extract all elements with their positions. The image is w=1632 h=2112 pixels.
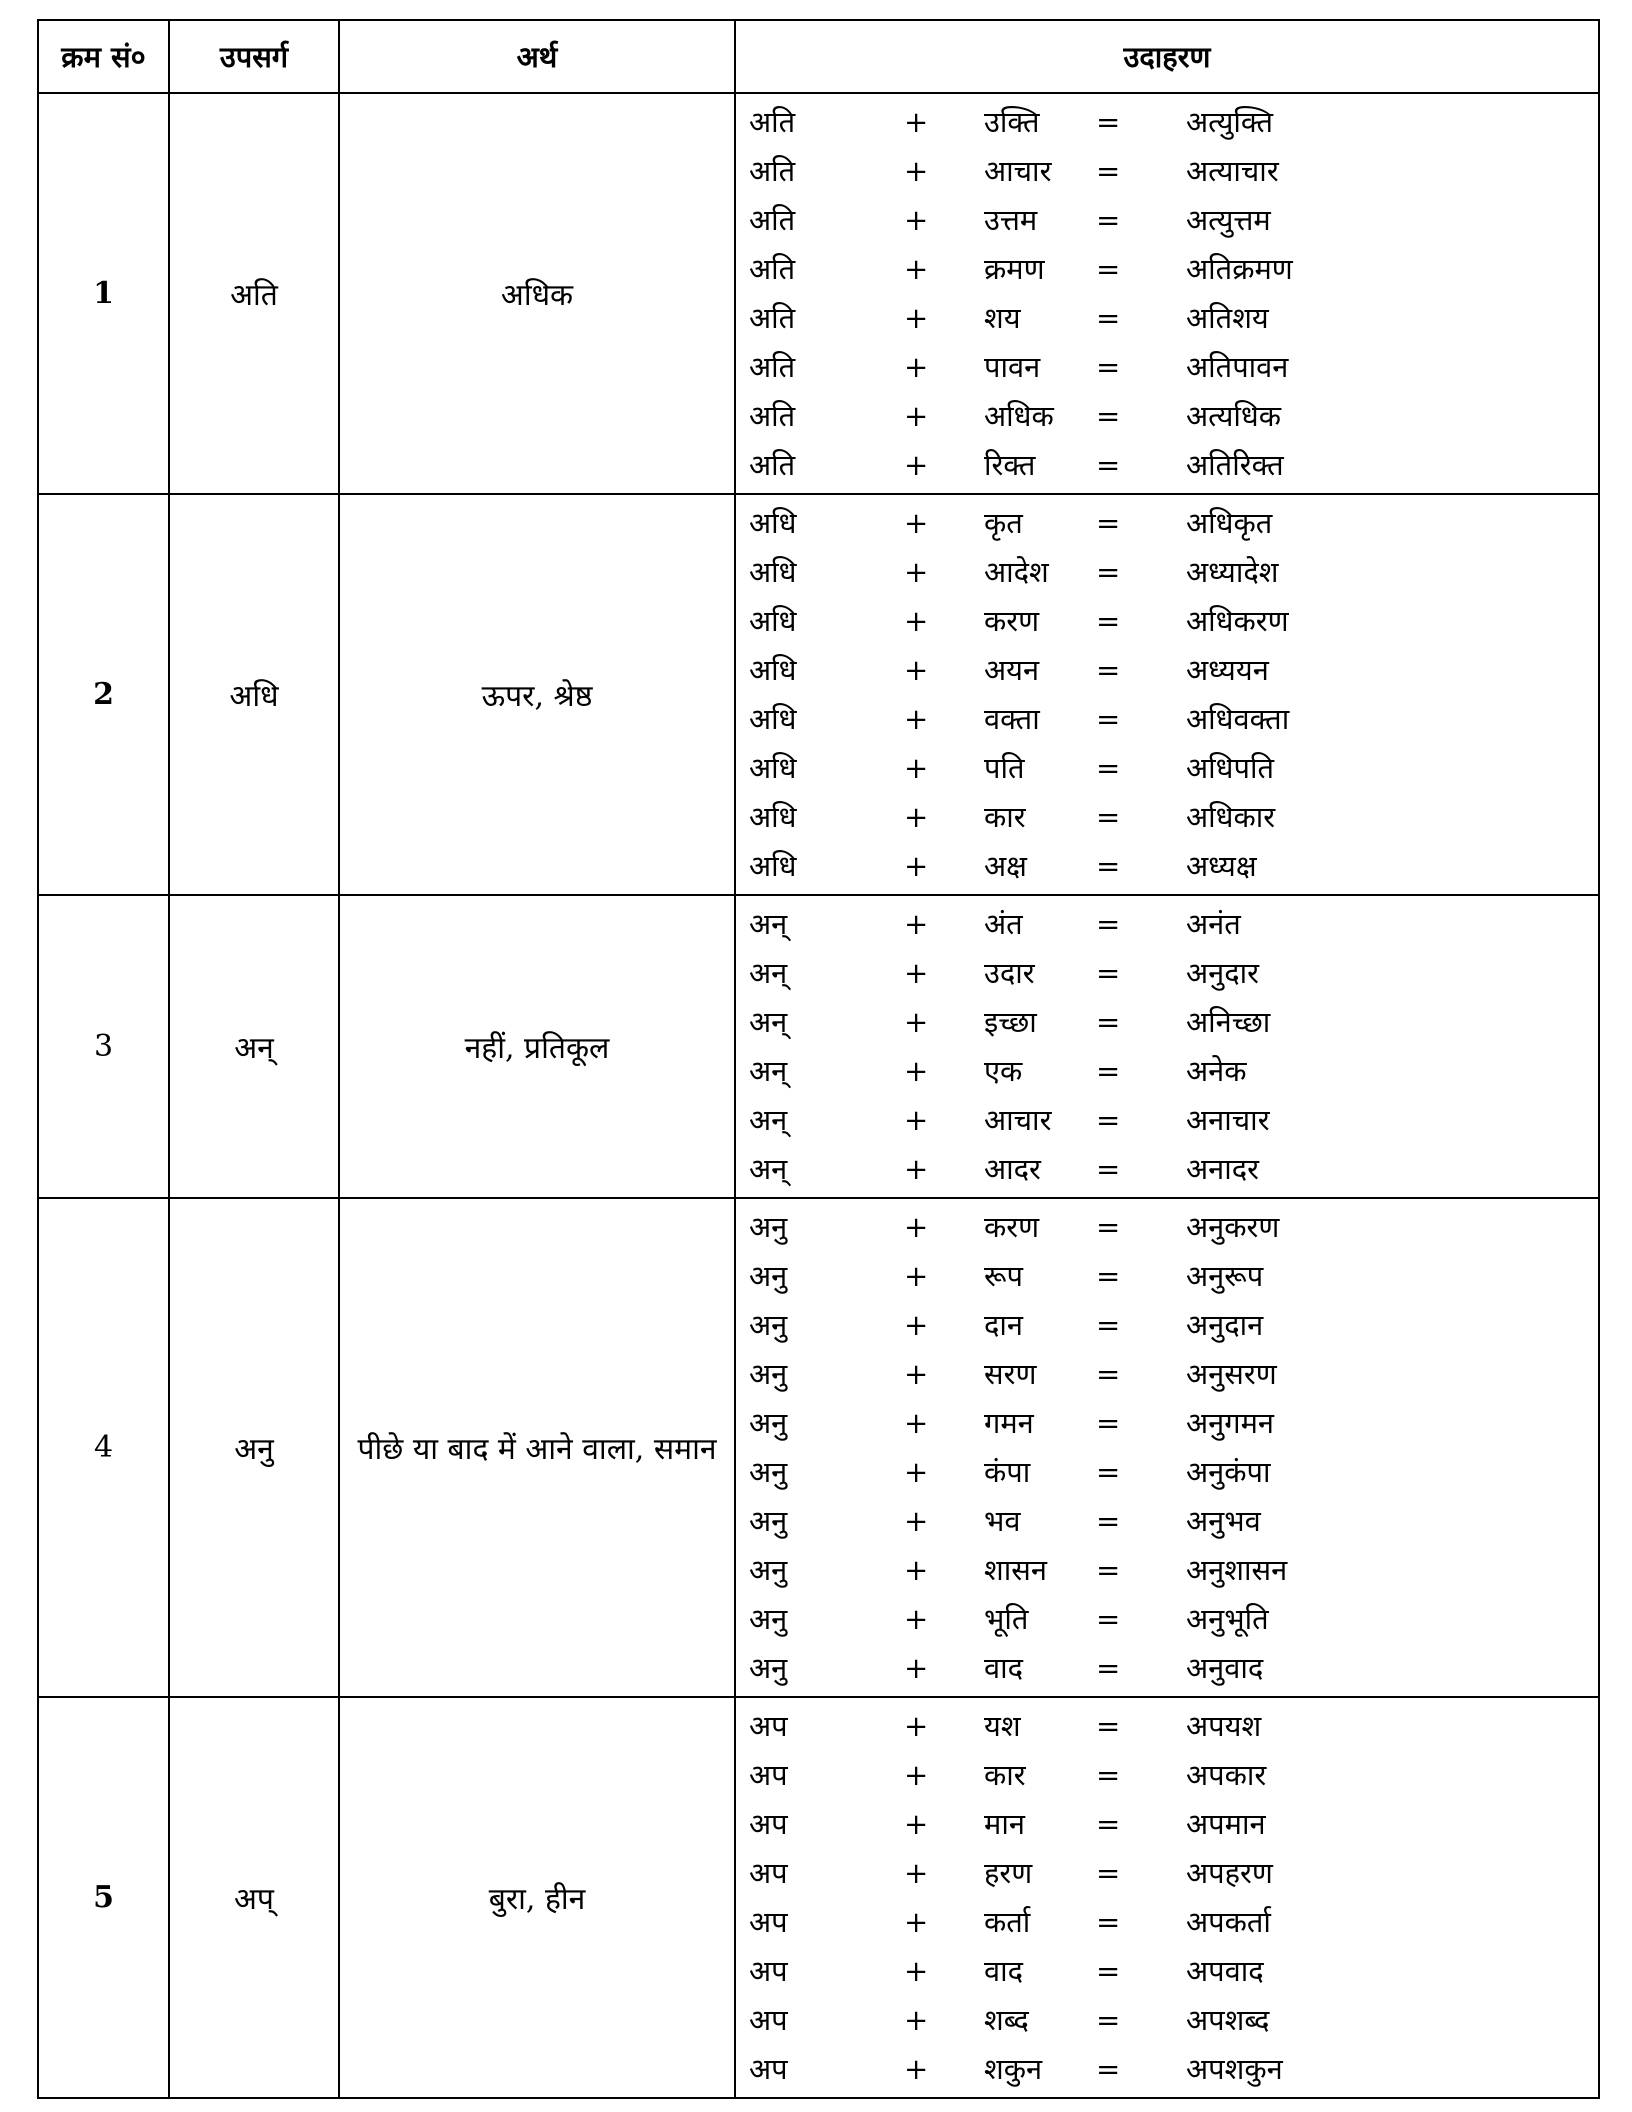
example-base-word: हरण [984,1856,1033,1890]
example-line [736,948,1598,997]
example-base-word: उदार [984,956,1035,990]
prefix-cell: अनु [169,1198,339,1697]
example-prefix: अन् [749,956,788,990]
serial-number-cell: 2 [38,494,169,895]
example-result-word: अनुदार [1186,956,1260,990]
example-line [736,146,1598,195]
example-base-word: इच्छा [984,1005,1037,1039]
example-result-word: अनिच्छा [1186,1005,1271,1039]
example-result-word: अनादर [1186,1152,1260,1186]
example-line [736,244,1598,293]
equals-sign: = [1096,652,1121,687]
equals-sign: = [1096,1151,1121,1186]
examples-cell [735,494,1599,895]
plus-sign: + [904,1004,929,1039]
example-base-word: आचार [984,1103,1052,1137]
equals-sign: = [1096,251,1121,286]
example-prefix: अधि [749,751,797,785]
examples-cell [735,895,1599,1198]
example-result-word: अध्यादेश [1186,555,1279,589]
example-result-word: अत्याचार [1186,154,1279,188]
equals-sign: = [1096,1356,1121,1391]
example-result-word: अनेक [1186,1054,1247,1088]
example-prefix: अनु [749,1651,788,1685]
example-prefix: अन् [749,1005,788,1039]
example-prefix: अति [749,350,796,384]
plus-sign: + [904,2002,929,2037]
example-prefix: अनु [749,1553,788,1587]
example-result-word: अपकर्ता [1186,1905,1271,1939]
equals-sign: = [1096,1552,1121,1587]
example-line [736,391,1598,440]
example-line [736,1496,1598,1545]
upasarg-table [37,19,1600,2099]
example-line [736,1897,1598,1946]
plus-sign: + [904,1356,929,1391]
plus-sign: + [904,398,929,433]
example-base-word: पावन [984,350,1041,384]
example-result-word: अनुभव [1186,1504,1261,1538]
prefix-cell: अधि [169,494,339,895]
example-prefix: अप [749,1709,788,1743]
example-line [736,1701,1598,1750]
example-prefix: अति [749,105,796,139]
equals-sign: = [1096,1454,1121,1489]
example-base-word: शासन [984,1553,1047,1587]
example-result-word: अधिकार [1186,800,1276,834]
example-line [736,841,1598,890]
header-examples: उदाहरण [735,20,1599,93]
plus-sign: + [904,1209,929,1244]
example-base-word: उत्तम [984,203,1038,237]
equals-sign: = [1096,349,1121,384]
example-base-word: कृत [984,506,1023,540]
plus-sign: + [904,202,929,237]
example-prefix: अधि [749,800,797,834]
example-prefix: अनु [749,1504,788,1538]
example-result-word: अनुवाद [1186,1651,1264,1685]
example-prefix: अधि [749,604,797,638]
table-row [38,93,1599,494]
example-line [736,1643,1598,1692]
example-prefix: अधि [749,653,797,687]
example-base-word: रूप [984,1259,1024,1293]
example-base-word: शय [984,301,1021,335]
example-prefix: अधि [749,702,797,736]
example-base-word: कार [984,1758,1026,1792]
example-base-word: अक्ष [984,849,1027,883]
plus-sign: + [904,153,929,188]
table-row [38,895,1599,1198]
plus-sign: + [904,1650,929,1685]
table-row [38,494,1599,895]
example-base-word: करण [984,604,1040,638]
prefix-cell: अप् [169,1697,339,2098]
example-line [736,1594,1598,1643]
equals-sign: = [1096,1650,1121,1685]
plus-sign: + [904,1307,929,1342]
example-prefix: अति [749,203,796,237]
example-result-word: अतिरिक्त [1186,448,1284,482]
plus-sign: + [904,701,929,736]
example-line [736,1349,1598,1398]
example-result-word: अतिक्रमण [1186,252,1293,286]
equals-sign: = [1096,1405,1121,1440]
example-base-word: कर्ता [984,1905,1031,1939]
example-prefix: अनु [749,1357,788,1391]
example-result-word: अध्यक्ष [1186,849,1257,883]
meaning-cell: ऊपर, श्रेष्ठ [339,494,735,895]
equals-sign: = [1096,1307,1121,1342]
example-line [736,1398,1598,1447]
prefix-cell: अति [169,93,339,494]
example-result-word: अपशब्द [1186,2003,1270,2037]
example-prefix: अनु [749,1259,788,1293]
plus-sign: + [904,1904,929,1939]
example-line [736,1300,1598,1349]
example-base-word: मान [984,1807,1025,1841]
plus-sign: + [904,1258,929,1293]
example-base-word: यश [984,1709,1021,1743]
example-base-word: कंपा [984,1455,1031,1489]
example-line [736,97,1598,146]
equals-sign: = [1096,153,1121,188]
example-prefix: अप [749,2052,788,2086]
meaning-cell: अधिक [339,93,735,494]
example-line [736,2044,1598,2093]
example-line [736,195,1598,244]
equals-sign: = [1096,955,1121,990]
example-line [736,1750,1598,1799]
plus-sign: + [904,603,929,638]
example-base-word: पति [984,751,1025,785]
equals-sign: = [1096,848,1121,883]
example-prefix: अप [749,1905,788,1939]
example-base-word: करण [984,1210,1040,1244]
examples-cell [735,93,1599,494]
example-prefix: अनु [749,1455,788,1489]
equals-sign: = [1096,1209,1121,1244]
example-line [736,498,1598,547]
example-prefix: अति [749,154,796,188]
equals-sign: = [1096,1102,1121,1137]
example-result-word: अधिकरण [1186,604,1289,638]
example-prefix: अति [749,399,796,433]
example-line [736,1545,1598,1594]
example-line [736,1144,1598,1193]
equals-sign: = [1096,1757,1121,1792]
example-base-word: रिक्त [984,448,1036,482]
example-line [736,1946,1598,1995]
example-result-word: अनुकंपा [1186,1455,1271,1489]
example-base-word: उक्ति [984,105,1040,139]
example-base-word: अंत [984,907,1023,941]
example-result-word: अनुदान [1186,1308,1264,1342]
example-prefix: अप [749,1807,788,1841]
example-line [736,1447,1598,1496]
examples-cell [735,1697,1599,2098]
equals-sign: = [1096,906,1121,941]
example-prefix: अप [749,1954,788,1988]
plus-sign: + [904,2051,929,2086]
example-base-word: कार [984,800,1026,834]
example-prefix: अति [749,448,796,482]
example-prefix: अति [749,252,796,286]
plus-sign: + [904,1102,929,1137]
equals-sign: = [1096,701,1121,736]
table-row [38,1198,1599,1697]
example-result-word: अपमान [1186,1807,1266,1841]
meaning-cell: पीछे या बाद में आने वाला, समान [339,1198,735,1697]
plus-sign: + [904,652,929,687]
table-row [38,1697,1599,2098]
example-result-word: अपवाद [1186,1954,1264,1988]
example-result-word: अध्ययन [1186,653,1269,687]
example-base-word: सरण [984,1357,1037,1391]
example-base-word: आदेश [984,555,1049,589]
example-base-word: शब्द [984,2003,1029,2037]
plus-sign: + [904,300,929,335]
example-base-word: भव [984,1504,1021,1538]
equals-sign: = [1096,2002,1121,2037]
plus-sign: + [904,750,929,785]
example-line [736,743,1598,792]
example-result-word: अनुकरण [1186,1210,1280,1244]
equals-sign: = [1096,750,1121,785]
equals-sign: = [1096,300,1121,335]
prefix-cell: अन् [169,895,339,1198]
plus-sign: + [904,1503,929,1538]
equals-sign: = [1096,1904,1121,1939]
example-prefix: अनु [749,1602,788,1636]
example-prefix: अप [749,1856,788,1890]
example-result-word: अनाचार [1186,1103,1270,1137]
example-base-word: एक [984,1054,1023,1088]
plus-sign: + [904,906,929,941]
equals-sign: = [1096,202,1121,237]
plus-sign: + [904,1053,929,1088]
example-base-word: शकुन [984,2052,1043,2086]
example-line [736,1995,1598,2044]
example-base-word: वक्ता [984,702,1040,736]
plus-sign: + [904,554,929,589]
equals-sign: = [1096,1953,1121,1988]
equals-sign: = [1096,799,1121,834]
equals-sign: = [1096,1806,1121,1841]
equals-sign: = [1096,447,1121,482]
equals-sign: = [1096,505,1121,540]
example-prefix: अनु [749,1406,788,1440]
example-base-word: वाद [984,1954,1024,1988]
equals-sign: = [1096,104,1121,139]
example-result-word: अनुशासन [1186,1553,1288,1587]
equals-sign: = [1096,603,1121,638]
equals-sign: = [1096,1053,1121,1088]
plus-sign: + [904,505,929,540]
example-result-word: अधिपति [1186,751,1275,785]
equals-sign: = [1096,398,1121,433]
example-line [736,1848,1598,1897]
examples-cell [735,1198,1599,1697]
example-result-word: अपकार [1186,1758,1267,1792]
example-line [736,792,1598,841]
header-serial-number: क्रम सं० [38,20,169,93]
example-line [736,1095,1598,1144]
equals-sign: = [1096,1258,1121,1293]
header-meaning: अर्थ [339,20,735,93]
example-line [736,694,1598,743]
example-prefix: अप [749,2003,788,2037]
meaning-cell: बुरा, हीन [339,1697,735,2098]
plus-sign: + [904,1552,929,1587]
example-result-word: अनुरूप [1186,1259,1264,1293]
example-line [736,1046,1598,1095]
example-prefix: अधि [749,506,797,540]
plus-sign: + [904,1806,929,1841]
plus-sign: + [904,848,929,883]
serial-number-cell: 4 [38,1198,169,1697]
meaning-cell: नहीं, प्रतिकूल [339,895,735,1198]
example-result-word: अधिकृत [1186,506,1273,540]
example-line [736,645,1598,694]
example-prefix: अन् [749,1152,788,1186]
plus-sign: + [904,955,929,990]
equals-sign: = [1096,1004,1121,1039]
plus-sign: + [904,1601,929,1636]
example-result-word: अत्यधिक [1186,399,1282,433]
plus-sign: + [904,1151,929,1186]
example-line [736,1202,1598,1251]
example-line [736,899,1598,948]
equals-sign: = [1096,1503,1121,1538]
equals-sign: = [1096,1855,1121,1890]
plus-sign: + [904,1757,929,1792]
plus-sign: + [904,1454,929,1489]
example-base-word: भूति [984,1602,1029,1636]
example-prefix: अप [749,1758,788,1792]
header-prefix: उपसर्ग [169,20,339,93]
example-result-word: अनुसरण [1186,1357,1277,1391]
header-row [38,20,1599,93]
example-line [736,1799,1598,1848]
example-result-word: अपशकुन [1186,2052,1283,2086]
plus-sign: + [904,1855,929,1890]
example-result-word: अनंत [1186,907,1241,941]
example-base-word: आदर [984,1152,1041,1186]
example-prefix: अधि [749,555,797,589]
plus-sign: + [904,1953,929,1988]
example-line [736,1251,1598,1300]
example-result-word: अपयश [1186,1709,1262,1743]
example-prefix: अनु [749,1308,788,1342]
example-result-word: अपहरण [1186,1856,1273,1890]
equals-sign: = [1096,1708,1121,1743]
example-line [736,342,1598,391]
example-result-word: अनुभूति [1186,1602,1269,1636]
equals-sign: = [1096,554,1121,589]
example-line [736,547,1598,596]
example-result-word: अतिशय [1186,301,1269,335]
serial-number-cell: 3 [38,895,169,1198]
plus-sign: + [904,1708,929,1743]
plus-sign: + [904,799,929,834]
equals-sign: = [1096,2051,1121,2086]
example-prefix: अन् [749,1054,788,1088]
example-base-word: आचार [984,154,1052,188]
plus-sign: + [904,349,929,384]
plus-sign: + [904,447,929,482]
example-result-word: अत्युक्ति [1186,105,1273,139]
example-base-word: गमन [984,1406,1034,1440]
example-line [736,440,1598,489]
example-prefix: अधि [749,849,797,883]
example-base-word: क्रमण [984,252,1045,286]
serial-number-cell: 1 [38,93,169,494]
example-line [736,293,1598,342]
example-line [736,997,1598,1046]
example-prefix: अति [749,301,796,335]
example-base-word: वाद [984,1651,1024,1685]
plus-sign: + [904,251,929,286]
plus-sign: + [904,1405,929,1440]
example-result-word: अतिपावन [1186,350,1289,384]
example-result-word: अधिवक्ता [1186,702,1290,736]
example-prefix: अन् [749,907,788,941]
equals-sign: = [1096,1601,1121,1636]
example-result-word: अत्युत्तम [1186,203,1271,237]
serial-number-cell: 5 [38,1697,169,2098]
example-line [736,596,1598,645]
example-prefix: अन् [749,1103,788,1137]
example-prefix: अनु [749,1210,788,1244]
example-result-word: अनुगमन [1186,1406,1275,1440]
example-base-word: अधिक [984,399,1054,433]
example-base-word: अयन [984,653,1040,687]
plus-sign: + [904,104,929,139]
example-base-word: दान [984,1308,1024,1342]
